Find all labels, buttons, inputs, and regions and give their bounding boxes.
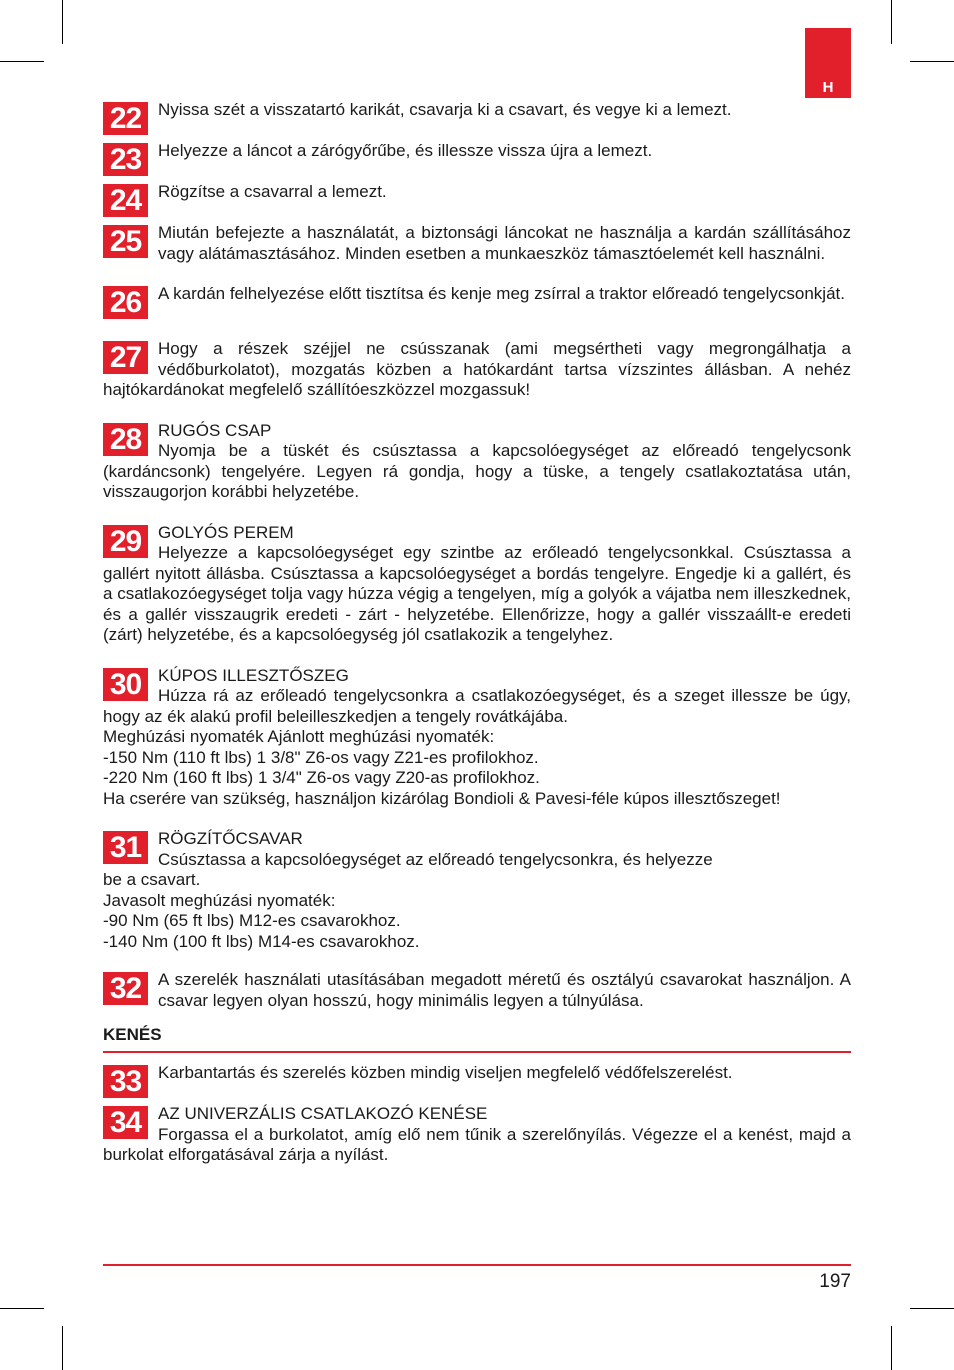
instruction-item [103,666,851,810]
step-number-badge: 22 [103,102,148,135]
instruction-text: Meghúzási nyomaték Ajánlott meghúzási nyomaték: [103,727,495,746]
crop-mark [891,0,892,44]
instruction-item [103,1104,851,1166]
instruction-text: Miután befejezte a használatát, a biztonsági láncokat ne használja a kardán szállításához vagy alátámasztásához. Minden esetben a munkaeszköz támasztóelemét kell használni. [158,223,851,263]
instruction-item [103,523,851,646]
step-number-badge: 27 [103,341,148,374]
instruction-text: Helyezze a kapcsolóegységet egy szintbe az erőleadó tengelycsonkkal. Csúsztassa a gallért nyitott állásba. Csúsztassa a kapcsolóegységet a bordás tengelyre. Engedje ki a gallért, és a csatlakozóegységet tolja vagy húzza végig a tengelyen, míg a golyók a vájatba nem illeszkednek, és a gallér visszaugrik eredeti - zárt - helyzetébe. Ellenőrizze, hogy a gallér visszaállt-e eredeti (zárt) helyzetébe, és a kapcsolóegység jól csatlakozik a tengelyhez. [103,543,851,644]
crop-mark [910,1308,954,1309]
instruction-text: GOLYÓS PEREM [158,522,294,542]
instruction-item [103,141,851,176]
instruction-text: -90 Nm (65 ft lbs) M12-es csavarokhoz. [103,911,401,930]
language-tab [805,28,851,98]
instruction-text: Karbantartás és szerelés közben mindig viseljen megfelelő védőfelszerelést. [158,1063,733,1082]
instruction-text: be a csavart. [103,870,201,889]
instruction-item [103,284,851,319]
step-number-badge: 26 [103,286,148,319]
crop-mark [910,61,954,62]
instruction-list [103,100,851,1011]
bottom-rule [103,1264,851,1266]
instruction-text: -150 Nm (110 ft lbs) 1 3/8" Z6-os vagy Z21-es profilokhoz. [103,747,539,767]
instruction-text: Nyomja be a tüskét és csúsztassa a kapcsolóegységet az előreadó tengelycsonk (kardáncsonk) tengelyére. Legyen rá gondja, hogy a tüske, a tengely csatlakoztatása után, visszaugorjon korábbi helyzetébe. [103,441,851,501]
step-number-badge: 29 [103,525,148,558]
instruction-text: A szerelék használati utasításában megadott méretű és osztályú csavarokat használjon. A csavar legyen olyan hosszú, hogy minimális legyen a túlnyúlása. [158,970,851,1010]
page-number: 197 [819,1271,851,1292]
instruction-text: A kardán felhelyezése előtt tisztítsa és kenje meg zsírral a traktor előreadó tengelycsonkját. [158,284,845,303]
instruction-item [103,1063,851,1098]
instruction-text: AZ UNIVERZÁLIS CSATLAKOZÓ KENÉSE [158,1104,488,1123]
instruction-list-lubrication [103,1063,851,1166]
instruction-text: RÖGZÍTŐCSAVAR [158,829,303,848]
step-number-badge: 23 [103,143,148,176]
instruction-text: Ha cserére van szükség, használjon kizárólag Bondioli & Pavesi-féle kúpos illesztőszeget! [103,788,781,808]
instruction-text: KÚPOS ILLESZTŐSZEG [158,665,349,685]
step-number-badge: 32 [103,972,148,1005]
instruction-item [103,182,851,217]
crop-mark [0,61,44,62]
instruction-text: Hogy a részek széjjel ne csússzanak (ami megsértheti vagy megrongálhatja a védőburkolatot), mozgatás közben a hatókardánt tartsa vízszintes állásban. A nehéz hajtókardánokat megfelelő szállítóeszközzel mozgassuk! [103,339,851,399]
step-number-badge: 28 [103,423,148,456]
instruction-text: Javasolt meghúzási nyomaték: [103,890,336,910]
instruction-text: Helyezze a láncot a zárógyőrűbe, és illessze vissza újra a lemezt. [158,141,653,160]
crop-mark [62,0,63,44]
instruction-text: Nyissa szét a visszatartó karikát, csavarja ki a csavart, és vegye ki a lemezt. [158,100,732,119]
instruction-text: Rögzítse a csavarral a lemezt. [158,182,387,201]
instruction-item [103,829,851,952]
instruction-item [103,339,851,401]
language-tab-label: H [822,79,834,96]
step-number-badge: 30 [103,668,148,701]
instruction-text: Forgassa el a burkolatot, amíg elő nem tűnik a szerelőnyílás. Végezze el a kenést, majd a burkolat elforgatásával zárja a nyílást. [103,1124,851,1164]
instructions-content [103,100,851,1166]
instruction-item [103,223,851,264]
step-number-badge: 33 [103,1065,148,1098]
instruction-item [103,970,851,1011]
instruction-item [103,421,851,503]
step-number-badge: 24 [103,184,148,217]
instruction-item [103,100,851,135]
instruction-text: RUGÓS CSAP [158,420,272,440]
instruction-text: Csúsztassa a kapcsolóegységet az előreadó tengelycsonkra, és helyezze [158,849,713,869]
section-heading: KENÉS [103,1025,851,1053]
crop-mark [0,1308,44,1309]
crop-mark [62,1326,63,1370]
instruction-text: -140 Nm (100 ft lbs) M14-es csavarokhoz. [103,931,420,951]
step-number-badge: 31 [103,831,148,864]
instruction-text: -220 Nm (160 ft lbs) 1 3/4" Z6-os vagy Z20-as profilokhoz. [103,768,540,787]
instruction-text: Húzza rá az erőleadó tengelycsonkra a csatlakozóegységet, és a szeget illessze be úgy, hogy az ék alakú profil beleilleszkedjen a tengely rovátkájába. [103,686,851,726]
step-number-badge: 34 [103,1106,148,1139]
crop-mark [891,1326,892,1370]
step-number-badge: 25 [103,225,148,258]
